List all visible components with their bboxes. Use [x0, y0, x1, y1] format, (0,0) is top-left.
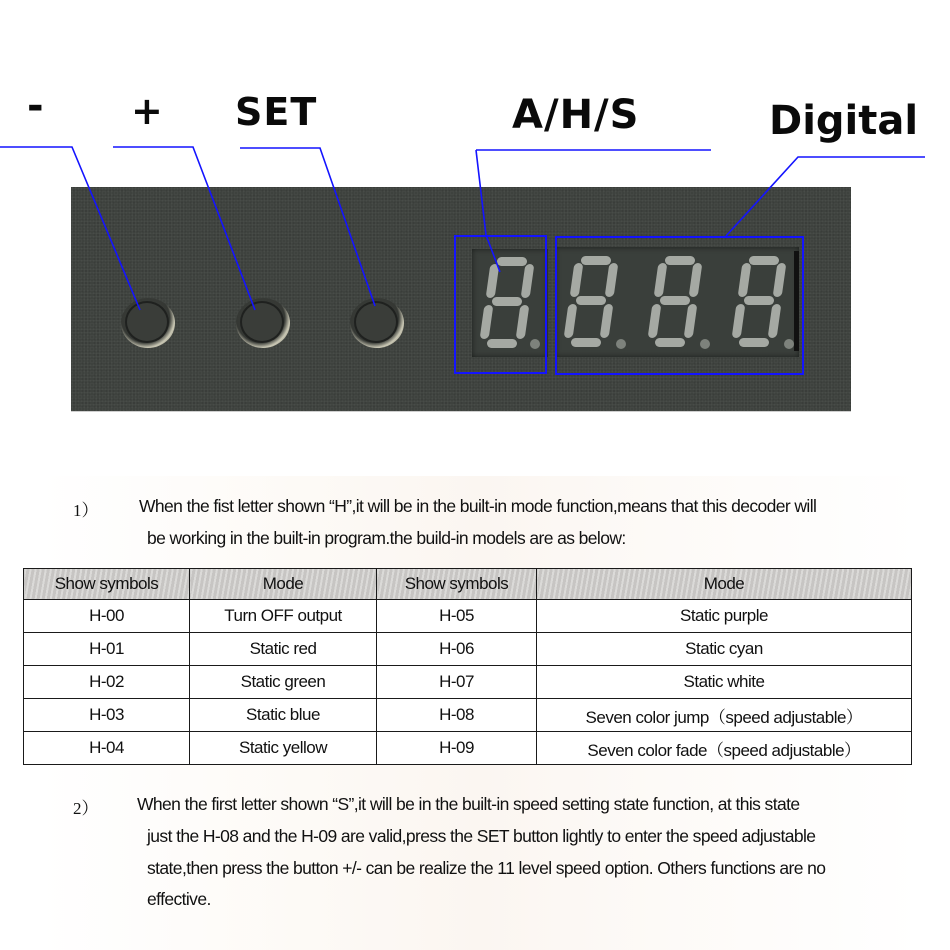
ahs-label: A/H/S: [512, 92, 640, 138]
item-1-number: 1）: [73, 501, 99, 520]
mode-cell: Static blue: [190, 699, 377, 732]
mode-cell: Static purple: [537, 600, 912, 633]
symbol-cell: H-05: [377, 600, 537, 633]
table-row: [24, 600, 912, 633]
item-1-line-2: be working in the built-in program.the build-in models are as below:: [147, 528, 626, 548]
item-2-line-1: When the first letter shown “S”,it will be in the built-in speed setting state function, at this state: [137, 794, 800, 814]
mode-cell: Static cyan: [537, 633, 912, 666]
table-row: [24, 732, 912, 765]
mode-cell: Static red: [190, 633, 377, 666]
symbol-cell: H-06: [377, 633, 537, 666]
set-button[interactable]: [350, 298, 404, 348]
mode-cell: Seven color fade（speed adjustable）: [537, 732, 912, 765]
mode-cell: Seven color jump（speed adjustable）: [537, 699, 912, 732]
mode-cell: Static yellow: [190, 732, 377, 765]
built-in-modes-table: [23, 568, 912, 765]
set-label: SET: [235, 90, 318, 134]
symbol-cell: H-07: [377, 666, 537, 699]
table-row: [24, 666, 912, 699]
mode-cell: Turn OFF output: [190, 600, 377, 633]
item-2-line-2: just the H-08 and the H-09 are valid,press the SET button lightly to enter the speed adjustable: [147, 826, 816, 846]
symbol-cell: H-00: [24, 600, 190, 633]
item-2-line-4: effective.: [147, 889, 211, 909]
mode-cell: Static green: [190, 666, 377, 699]
item-2-number: 2）: [73, 799, 99, 818]
item-2-line-3: state,then press the button +/- can be realize the 11 level speed option. Others functions are no: [147, 858, 826, 878]
digital-highlight-box: [555, 236, 804, 375]
digital-label: Digital: [769, 98, 919, 144]
header-mode-2: Mode: [537, 569, 912, 600]
header-show-symbols-2: Show symbols: [377, 569, 537, 600]
table-header-row: [24, 569, 912, 600]
table-row: [24, 699, 912, 732]
symbol-cell: H-01: [24, 633, 190, 666]
symbol-cell: H-02: [24, 666, 190, 699]
symbol-cell: H-08: [377, 699, 537, 732]
item-1-line-1: When the fist letter shown “H”,it will be in the built-in mode function,means that this decoder will: [139, 496, 817, 516]
mode-cell: Static white: [537, 666, 912, 699]
header-mode-1: Mode: [190, 569, 377, 600]
minus-label: -: [27, 83, 44, 129]
ahs-highlight-box: [454, 235, 547, 374]
symbol-cell: H-03: [24, 699, 190, 732]
header-show-symbols-1: Show symbols: [24, 569, 190, 600]
table-row: [24, 633, 912, 666]
minus-button[interactable]: [121, 298, 175, 348]
plus-label: +: [131, 89, 163, 133]
plus-button[interactable]: [236, 298, 290, 348]
symbol-cell: H-09: [377, 732, 537, 765]
symbol-cell: H-04: [24, 732, 190, 765]
